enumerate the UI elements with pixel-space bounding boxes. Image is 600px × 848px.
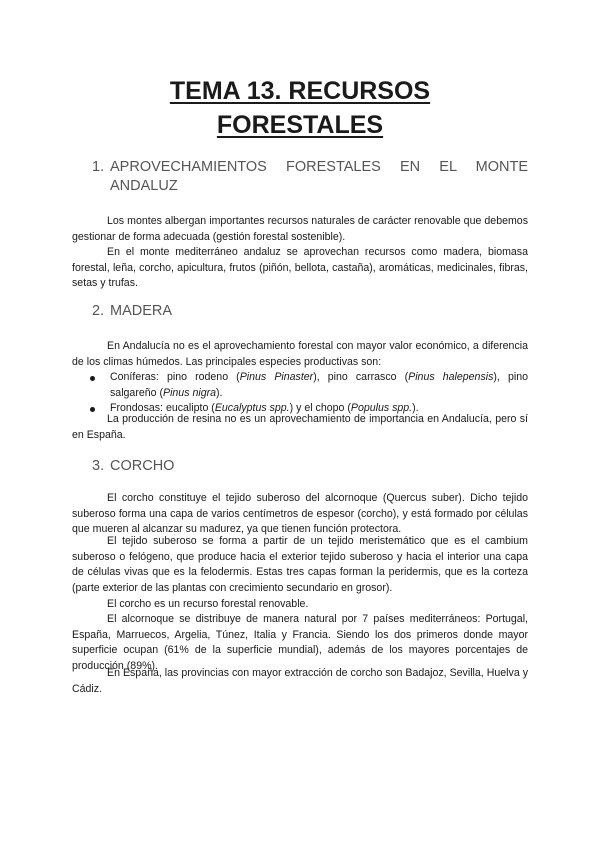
section-heading-line-2: ANDALUZ (110, 178, 178, 194)
bullet-text: ) y el chopo ( (289, 402, 351, 415)
paragraph: En Andalucía no es el aprovechamiento forestal con mayor valor económico, a diferencia de los climas húmedos. Las principales especies productivas son: (72, 340, 528, 368)
bullet-text: ), pino carrasco ( (313, 371, 409, 383)
paragraph: La producción de resina no es un aprovechamiento de importancia en Andalucía, pero sí en España. (72, 413, 528, 441)
section-heading-text: CORCHO (110, 458, 175, 474)
paragraph: El corcho es un recurso forestal renovable. (107, 598, 309, 610)
section-heading-line-1: APROVECHAMIENTOS FORESTALES EN EL MONTE (110, 159, 528, 175)
bullet-text: ). (216, 386, 223, 399)
paragraph: El tejido suberoso se forma a partir de un tejido meristemático que es el cambium suberoso o felógeno, que produce hacia el exterior tejido suberoso y hacia el interior una capa de células vivas que es la felodermis. Estas tres capas forman la peridermis, que es la corteza (parte exterior de las plantas con crecimiento secundario en grosor). (72, 535, 528, 595)
section-number: 2. (92, 303, 105, 319)
species-list (72, 370, 528, 417)
section-heading-madera (92, 302, 528, 322)
bullet-text: Coníferas: pino rodeno ( (110, 371, 240, 383)
species-name: Pinus halepensis (408, 371, 494, 383)
section-number: 1. (92, 159, 105, 175)
species-name: Pinus Pinaster (239, 371, 314, 383)
bullet-text: ), pino salgareño ( (110, 371, 528, 399)
page-title-line-2: FORESTALES (216, 111, 384, 139)
paragraph: El alcornoque se distribuye de manera natural por 7 países mediterráneos: Portugal, España, Marruecos, Argelia, Túnez, Italia y Francia. Siendo los dos primeros donde mayor superficie ocupan (61% de la superficie mundial), además de los mayores porcentajes de producción (89%). (72, 613, 528, 673)
paragraph: En España, las provincias con mayor extracción de corcho son Badajoz, Sevilla, Huelva y Cádiz. (72, 667, 528, 695)
bullet-icon (90, 376, 95, 381)
bullet-text: Frondosas: eucalipto ( (110, 402, 215, 415)
paragraph: El corcho constituye el tejido suberoso del alcornoque (Quercus suber). Dicho tejido suberoso forma una capa de varios centímetros de espesor (corcho), y está formado por células que mueren al alcanzar su madurez, ya que tienen función protectora. (72, 492, 528, 536)
section-heading-text: MADERA (110, 303, 173, 319)
species-name: Eucalyptus spp. (214, 402, 290, 415)
species-name: Populus spp. (350, 402, 413, 415)
list-item (72, 370, 528, 401)
paragraph: Los montes albergan importantes recursos naturales de carácter renovable que debemos gestionar de forma adecuada (gestión forestal sostenible). (72, 215, 528, 243)
species-name: Pinus nigra (163, 386, 216, 399)
page-title-line-1: TEMA 13. RECURSOS (169, 77, 431, 105)
section-heading-aprovechamientos (92, 158, 528, 198)
section-number: 3. (92, 458, 105, 474)
paragraph: En el monte mediterráneo andaluz se aprovechan recursos como madera, biomasa forestal, leña, corcho, apicultura, frutos (piñón, bellota, castaña), aromáticas, medicinales, fibras, setas y trufas. (72, 246, 528, 290)
bullet-text: ). (412, 402, 419, 415)
section-heading-corcho (92, 457, 528, 477)
